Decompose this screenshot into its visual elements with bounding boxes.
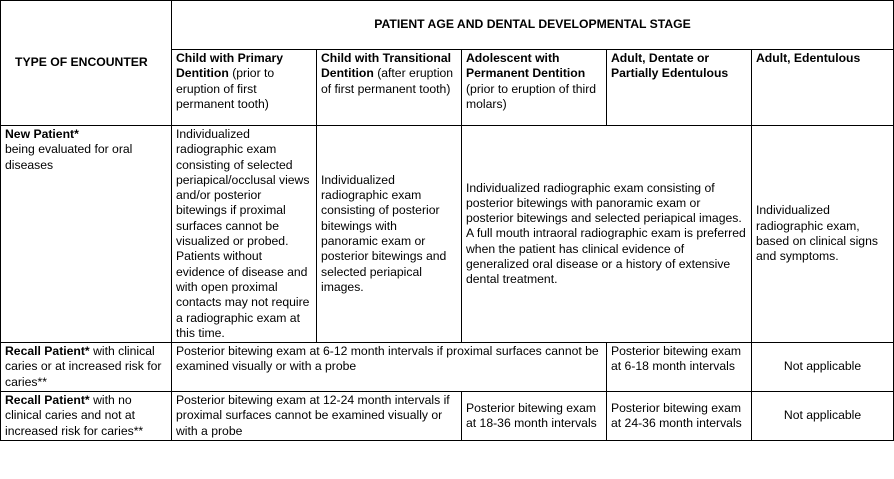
header-row-top [1, 1, 894, 50]
new-patient-edentulous: Individualized radiographic exam, based on clinical signs and symptoms. [752, 126, 894, 343]
col-adolescent-note: (prior to eruption of third molars) [466, 81, 597, 111]
col-adolescent [462, 50, 607, 126]
new-patient-label-cell [1, 126, 172, 343]
recall-norisk-children: Posterior bitewing exam at 12-24 month intervals if proximal surfaces cannot be examined visually or with a probe [172, 392, 462, 441]
col-child-primary-title: Child with Primary Dentition [176, 51, 283, 81]
col-child-transitional [317, 50, 462, 126]
col-child-transitional-title: Child with Transitional Dentition [321, 51, 452, 81]
new-patient-label: New Patient* [5, 127, 79, 141]
recall-norisk-adult-dentate: Posterior bitewing exam at 24-36 month intervals [607, 392, 752, 441]
recall-risk-sublabel: with clinical caries or at increased risk for caries** [5, 344, 162, 389]
type-of-encounter-header [1, 1, 172, 126]
new-patient-child-transitional: Individualized radiographic exam consisting of posterior bitewings with panoramic exam or posterior bitewings and selected periapical images. [317, 126, 462, 343]
recall-norisk-sublabel: with no clinical caries and not at increased risk for caries** [5, 393, 144, 438]
age-stage-header [172, 1, 894, 50]
new-patient-adolescent-adult: Individualized radiographic exam consisting of posterior bitewings with panoramic exam or posterior bitewings and selected periapical images. A full mouth intraoral radiographic exam is preferred when the patient has clinical evidence of generalized oral disease or a history of extensive dental treatment. [462, 126, 752, 343]
new-patient-child-primary: Individualized radiographic exam consisting of selected periapical/occlusal views and/or posterior bitewings if proximal surfaces cannot be visualized or probed. Patients without evidence of disease and with open proximal contacts may not require a radiographic exam at this time. [172, 126, 317, 343]
recall-risk-adult-dentate: Posterior bitewing exam at 6-18 month intervals [607, 343, 752, 392]
recall-norisk-edentulous: Not applicable [752, 392, 894, 441]
row-recall-no-risk [1, 392, 894, 441]
col-adult-edentulous-title: Adult, Edentulous [756, 51, 861, 65]
recall-risk-edentulous: Not applicable [752, 343, 894, 392]
col-adult-dentate [607, 50, 752, 126]
recall-norisk-label-cell [1, 392, 172, 441]
new-patient-sublabel: being evaluated for oral diseases [5, 142, 133, 172]
col-adult-edentulous [752, 50, 894, 126]
recall-risk-label: Recall Patient* [5, 344, 90, 359]
col-child-primary-note: (prior to eruption of first permanent tooth) [176, 66, 275, 111]
row-recall-increased-risk [1, 343, 894, 392]
age-stage-title: PATIENT AGE AND DENTAL DEVELOPMENTAL STAGE [374, 17, 691, 32]
recall-risk-label-cell [1, 343, 172, 392]
col-adolescent-title: Adolescent with Permanent Dentition [466, 51, 586, 81]
col-child-transitional-note: (after eruption of first permanent tooth) [321, 66, 454, 96]
recall-risk-children-adolescent: Posterior bitewing exam at 6-12 month intervals if proximal surfaces cannot be examined visually or with a probe [172, 343, 607, 392]
recall-norisk-adolescent: Posterior bitewing exam at 18-36 month intervals [462, 392, 607, 441]
recall-norisk-label: Recall Patient* [5, 393, 90, 408]
col-child-primary [172, 50, 317, 126]
type-of-encounter-label: TYPE OF ENCOUNTER [15, 55, 148, 70]
col-adult-dentate-title: Adult, Dentate or Partially Edentulous [611, 51, 729, 81]
row-new-patient [1, 126, 894, 343]
